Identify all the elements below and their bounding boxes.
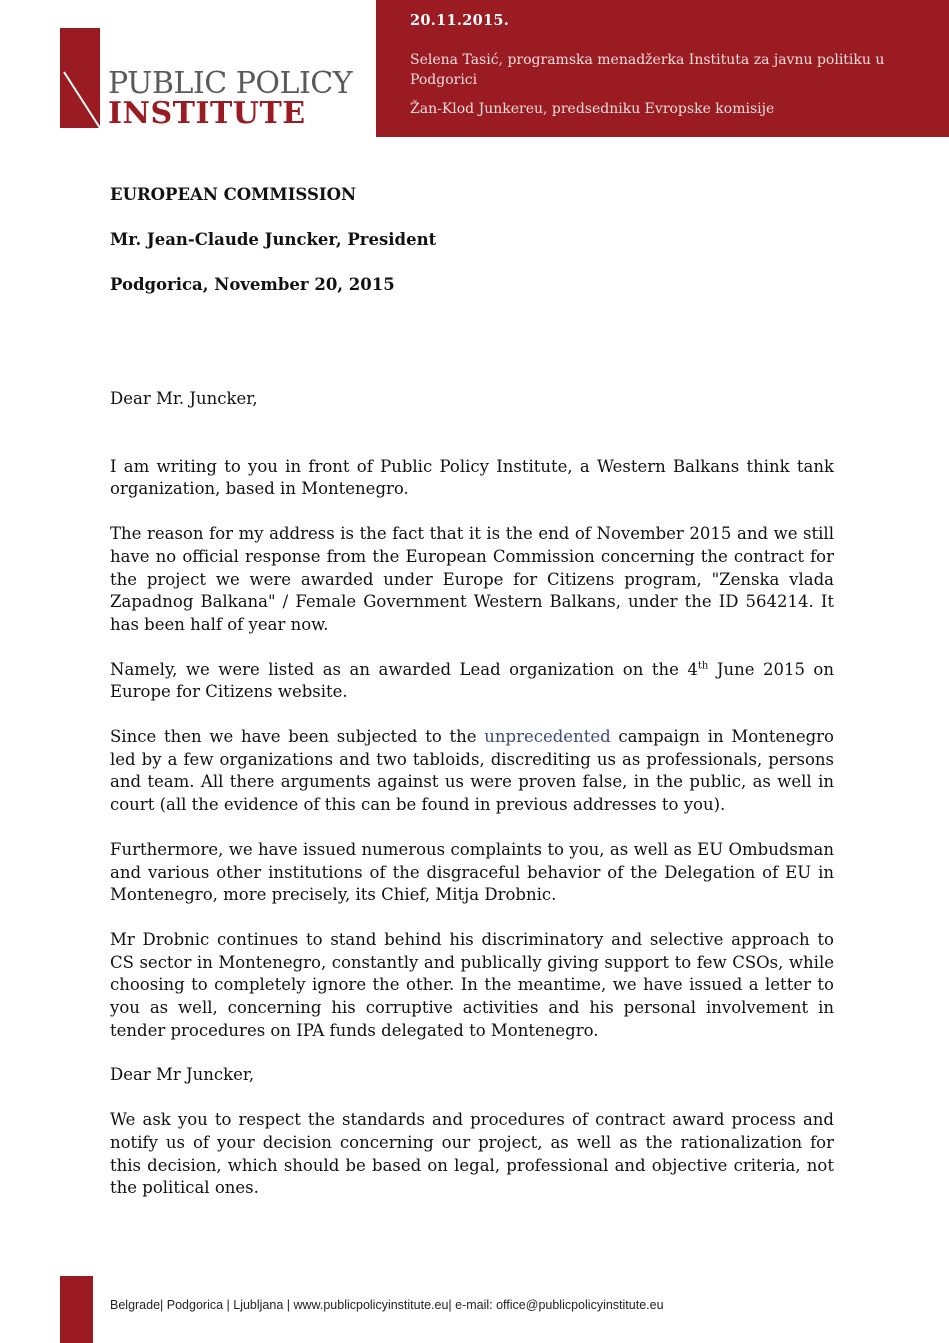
paragraph-2: The reason for my address is the fact that it is the end of November 2015 and we still have no official response from the European Commission concerning the contract for the project we were awarded under Europe for Citizens program, "Zenska vlada Zapadnog Balkana" / Female Government Western Balkans, under the ID 564214. It has been half of year now. — [110, 524, 834, 634]
header-from: Selena Tasić, programska menadžerka Instituta za javnu politiku u Podgorici — [410, 52, 885, 88]
ordinal-suffix: th — [697, 660, 709, 672]
header-date: 20.11.2015. — [410, 12, 510, 29]
logo-text-bottom: INSTITUTE — [108, 96, 306, 131]
logo — [60, 28, 360, 138]
letter-body — [110, 388, 834, 1222]
paragraph-5: Furthermore, we have issued numerous complaints to you, as well as EU Ombudsman and various other institutions of the disgraceful behavior of the Delegation of EU in Montenegro, more precisely, its Chief, Mitja Drobnic. — [110, 839, 834, 905]
paragraph-4 — [110, 726, 834, 817]
paragraph-4-part-a: Since then we have been subjected to the — [110, 727, 485, 747]
place-date: Podgorica, November 20, 2015 — [110, 275, 395, 294]
paragraph-7: We ask you to respect the standards and procedures of contract award process and notify us of your decision concerning our project, as well as the rationalization for this decision, which should be based on legal, professional and objective criteria, not the political ones. — [110, 1110, 834, 1198]
paragraph-1: I am writing to you in front of Public Policy Institute, a Western Balkans think tank organization, based in Montenegro. — [110, 456, 834, 499]
highlighted-word: unprecedented — [484, 727, 611, 747]
paragraph-3-part-a: Namely, we were listed as an awarded Lead organization on the 4 — [110, 659, 698, 679]
paragraph-6: Mr Drobnic continues to stand behind his discriminatory and selective approach to CS sector in Montenegro, constantly and publically giving support to few CSOs, while choosing to completely ignore the other. In the meantime, we have issued a letter to you as well, concerning his corruptive activities and his personal involvement in tender procedures on IPA funds delegated to Montenegro. — [110, 929, 834, 1040]
addressee-org: EUROPEAN COMMISSION — [110, 185, 357, 204]
paragraph-3-part-b: June 2015 on Europe for Citizens website. — [110, 659, 834, 702]
header-to: Žan-Klod Junkereu, predsedniku Evropske komisije — [410, 101, 775, 117]
logo-text-top: PUBLIC POLICY — [108, 66, 353, 101]
paragraph-4-part-b: campaign in Montenegro led by a few organizations and two tabloids, discrediting us as professionals, persons and team. All there arguments against us were proven false, in the public, as well in court (all the evidence of this can be found in previous addresses to you). — [110, 727, 834, 815]
addressee-name: Mr. Jean-Claude Juncker, President — [110, 230, 437, 249]
salutation-2: Dear Mr Juncker, — [110, 1065, 255, 1085]
salutation: Dear Mr. Juncker, — [110, 389, 258, 408]
footer-bar — [60, 1276, 93, 1343]
paragraph-3 — [110, 659, 834, 704]
footer-contact: Belgrade| Podgorica | Ljubljana | www.publicpolicyinstitute.eu| e-mail: office@publicpolicyinstitute.eu — [110, 1298, 664, 1312]
